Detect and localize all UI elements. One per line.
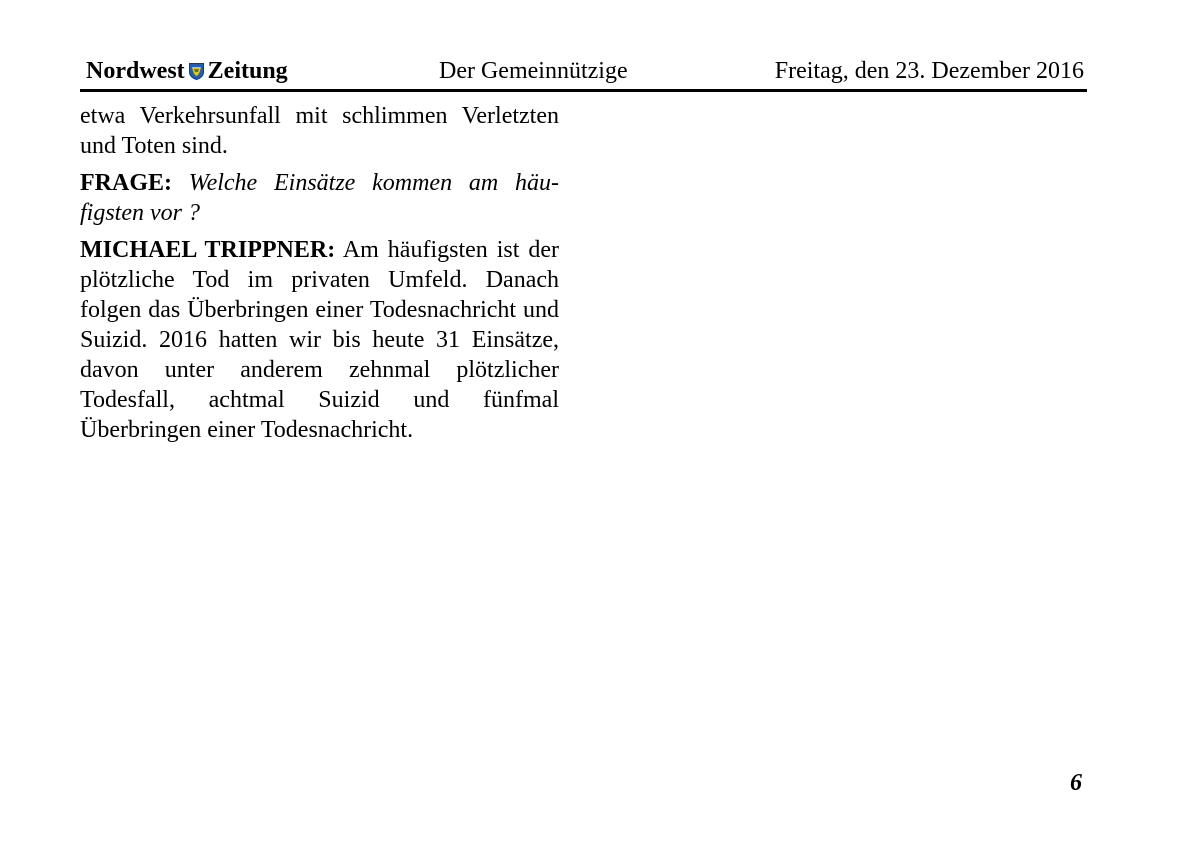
interview-answer xyxy=(80,235,559,445)
coat-of-arms-icon xyxy=(189,63,204,80)
section-title: Der Gemeinnützige xyxy=(439,58,628,84)
page-number: 6 xyxy=(1070,770,1082,796)
interview-question xyxy=(80,168,559,228)
newspaper-name xyxy=(86,58,288,85)
answer-speaker: MICHAEL TRIPPNER: xyxy=(80,237,336,263)
header-rule xyxy=(80,89,1087,92)
article-paragraph xyxy=(80,101,559,161)
newspaper-name-part2: Zeitung xyxy=(207,58,288,84)
newspaper-name-part1: Nordwest xyxy=(86,58,185,84)
question-text: Welche Einsätze kommen am häufigsten vor ? xyxy=(80,170,560,226)
page-header xyxy=(86,58,1086,88)
article-column xyxy=(80,101,559,452)
paragraph-text: etwa Verkehrsunfall mit schlimmen Verletzten und Toten sind. xyxy=(80,103,559,159)
issue-date: Freitag, den 23. Dezember 2016 xyxy=(774,58,1084,84)
question-speaker: FRAGE: xyxy=(80,170,172,196)
answer-text: Am häufigsten ist der plötzliche Tod im privaten Umfeld. Danach folgen das Überbringen einer Todesnachricht und Suizid. 2016 hatten wir bis heute 31 Einsätze, davon unter anderem zehnmal plötzlicher Todesfall, achtmal Suizid und fünfmal Überbringen einer Todesnachricht. xyxy=(80,237,559,443)
